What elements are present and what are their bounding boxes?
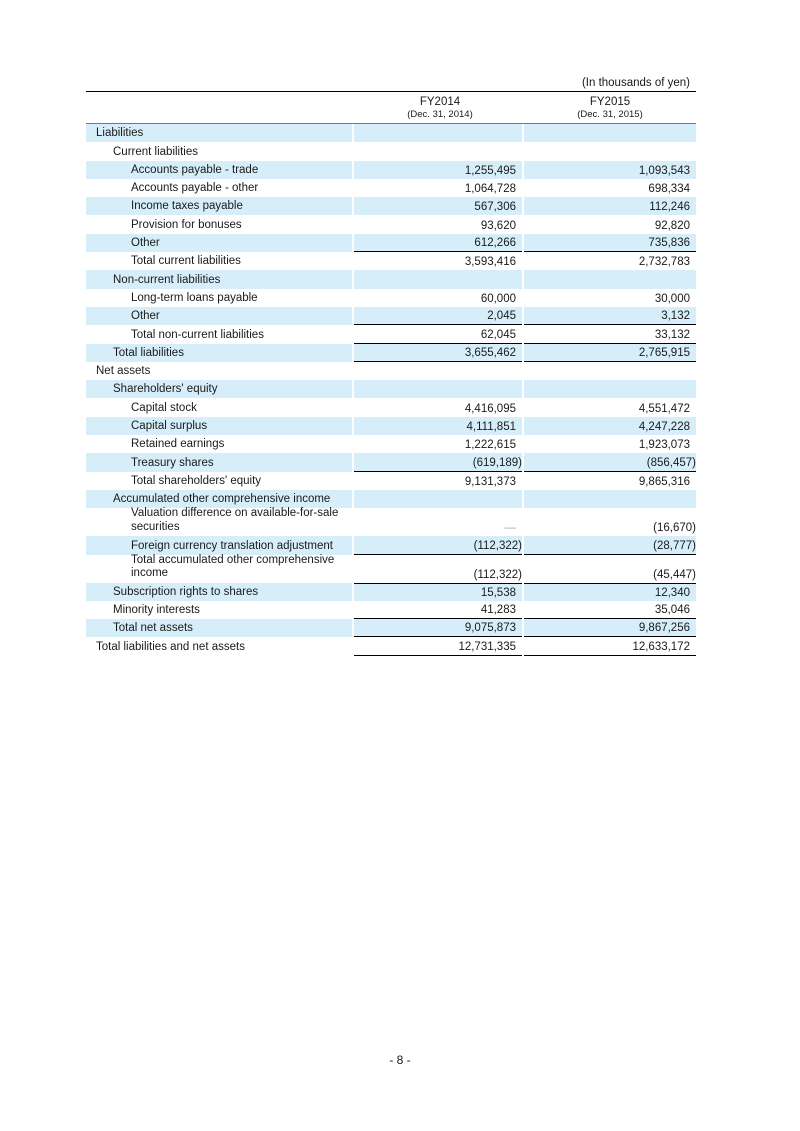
row-label: Long-term loans payable [131, 291, 258, 304]
row-label: Total net assets [113, 622, 193, 635]
table-row [86, 142, 696, 160]
value-fy2015: 92,820 [654, 219, 690, 232]
value-fy2015: 9,865,316 [638, 475, 690, 488]
table-row [86, 417, 696, 435]
table-row [86, 252, 696, 270]
row-label: Retained earnings [131, 438, 225, 451]
value-fy2014: 612,266 [474, 237, 516, 250]
row-label: Accounts payable - other [131, 182, 259, 195]
table-row [86, 344, 696, 362]
table-row [86, 453, 696, 471]
value-fy2014: 2,045 [487, 310, 516, 323]
row-label: Other [131, 310, 160, 323]
table-row [86, 583, 696, 601]
row-label: Capital surplus [131, 420, 208, 433]
value-fy2014: 9,075,873 [464, 622, 516, 635]
table-row [86, 508, 696, 536]
value-fy2015: 1,093,543 [638, 164, 690, 177]
value-fy2015: 3,132 [661, 310, 690, 323]
value-fy2015: (16,670) [653, 522, 696, 535]
table-row [86, 380, 696, 398]
row-label: Accumulated other comprehensive income [113, 493, 331, 506]
value-fy2014: 9,131,373 [464, 475, 516, 488]
value-fy2014: 1,064,728 [464, 183, 516, 196]
value-fy2014: 3,655,462 [464, 346, 516, 359]
value-fy2015: 35,046 [654, 604, 690, 617]
row-label: Subscription rights to shares [113, 585, 259, 598]
value-fy2015: (45,447) [653, 568, 696, 581]
value-fy2015: 4,551,472 [638, 402, 690, 415]
value-fy2015: 2,765,915 [638, 346, 690, 359]
row-label: Total accumulated other comprehensive income [131, 553, 335, 580]
column-fy-label: FY2014 [419, 96, 461, 108]
table-row [86, 307, 696, 325]
value-fy2014: 4,111,851 [466, 421, 516, 434]
table-row [86, 270, 696, 288]
value-fy2014: 93,620 [480, 219, 516, 232]
value-fy2014: 1,255,495 [464, 164, 516, 177]
value-fy2015: 112,246 [649, 201, 690, 214]
unit-note: (In thousands of yen) [581, 77, 690, 89]
value-fy2015: 2,732,783 [638, 256, 690, 269]
value-fy2015: 1,923,073 [638, 439, 690, 452]
value-fy2015: 9,867,256 [638, 622, 690, 635]
value-fy2014: 4,416,095 [464, 402, 516, 415]
balance-sheet-table [86, 124, 696, 656]
value-fy2015: (856,457) [646, 456, 696, 469]
row-label: Net assets [96, 365, 151, 378]
table-row [86, 362, 696, 380]
table-row [86, 398, 696, 416]
table-row [86, 179, 696, 197]
row-label: Total non-current liabilities [131, 328, 264, 341]
value-fy2014: (112,322) [473, 568, 522, 581]
table-row [86, 435, 696, 453]
value-fy2015: 735,836 [648, 237, 690, 250]
value-fy2014: (112,322) [473, 539, 522, 552]
row-label: Liabilities [96, 127, 144, 140]
value-fy2014: 41,283 [480, 604, 516, 617]
row-label: Minority interests [113, 604, 200, 617]
row-label: Accounts payable - trade [131, 163, 259, 176]
row-label: Non-current liabilities [113, 273, 221, 286]
table-row [86, 472, 696, 490]
value-fy2014: 1,222,615 [464, 439, 516, 452]
table-row [86, 619, 696, 637]
row-label: Other [131, 237, 160, 250]
value-fy2015: 33,132 [654, 328, 690, 341]
table-row [86, 197, 696, 215]
value-fy2015: (28,777) [653, 539, 696, 552]
row-label: Treasury shares [131, 456, 214, 469]
table-row [86, 536, 696, 554]
table-row [86, 601, 696, 619]
value-fy2014: — [504, 522, 516, 535]
value-fy2015: 698,334 [648, 183, 690, 196]
row-label: Income taxes payable [131, 200, 243, 213]
column-date-label: (Dec. 31, 2014) [407, 109, 473, 120]
column-header-fy2014 [380, 96, 500, 120]
row-label: Foreign currency translation adjustment [131, 539, 333, 552]
page-number: - 8 - [389, 1053, 411, 1067]
row-label: Shareholders' equity [113, 383, 218, 396]
table-row [86, 637, 696, 655]
value-fy2015: 12,340 [654, 586, 690, 599]
column-date-label: (Dec. 31, 2015) [577, 109, 643, 120]
row-label: Capital stock [131, 401, 197, 414]
row-label: Total current liabilities [131, 255, 241, 268]
value-fy2014: (619,189) [472, 456, 522, 469]
table-row [86, 124, 696, 142]
column-header-fy2015 [550, 96, 670, 120]
table-row [86, 161, 696, 179]
table-row [86, 555, 696, 583]
value-fy2014: 567,306 [474, 201, 516, 214]
value-fy2014: 60,000 [480, 292, 516, 305]
table-row [86, 325, 696, 343]
header-top-rule [86, 91, 696, 92]
value-fy2014: 15,538 [480, 586, 516, 599]
value-fy2015: 4,247,228 [638, 421, 690, 434]
row-label: Valuation difference on available-for-sale securities [131, 507, 339, 533]
row-label: Provision for bonuses [131, 218, 242, 231]
value-fy2014: 62,045 [480, 328, 516, 341]
value-fy2014: 3,593,416 [464, 256, 516, 269]
table-row [86, 490, 696, 508]
column-fy-label: FY2015 [589, 96, 631, 108]
row-label: Total shareholders' equity [131, 474, 262, 487]
value-fy2015: 30,000 [654, 292, 690, 305]
table-row [86, 234, 696, 252]
row-label: Total liabilities and net assets [96, 640, 245, 653]
row-label: Total liabilities [113, 346, 184, 359]
row-label: Current liabilities [113, 145, 199, 158]
table-row [86, 289, 696, 307]
value-fy2014: 12,731,335 [458, 640, 516, 653]
table-row [86, 215, 696, 233]
value-fy2015: 12,633,172 [632, 640, 690, 653]
